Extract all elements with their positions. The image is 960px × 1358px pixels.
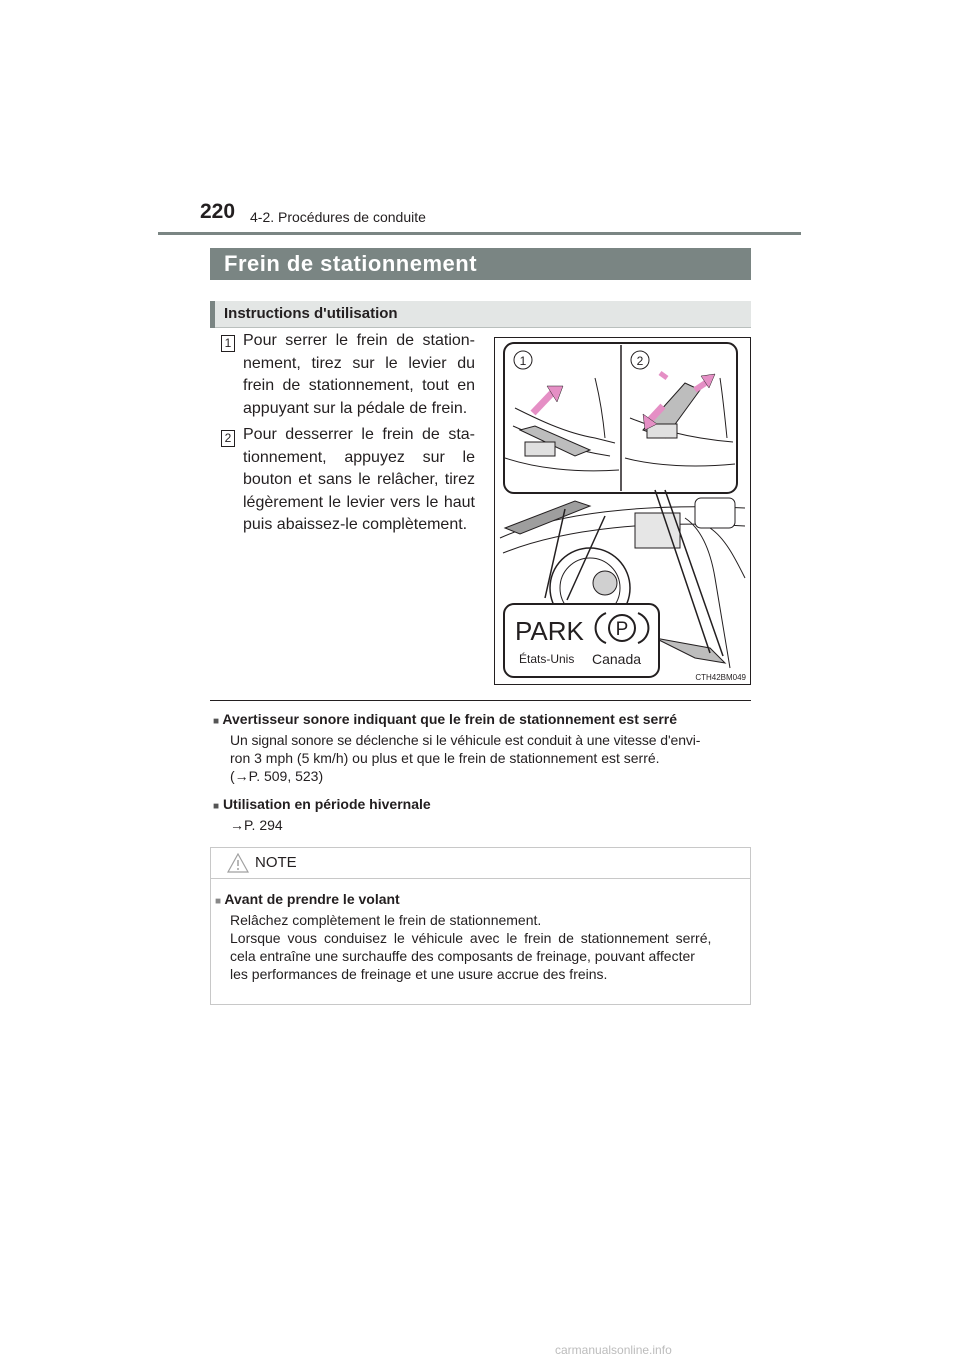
- note-line: cela entraîne une surchauffe des composants de freinage, pouvant affecter: [230, 948, 695, 964]
- info-heading-winter: [213, 796, 753, 812]
- label-canada: Canada: [592, 651, 642, 667]
- note-line: Lorsque vous conduisez le véhicule avec le frein de stationnement serré,: [230, 930, 712, 946]
- square-bullet-icon: ■: [213, 801, 220, 812]
- note-label: NOTE: [255, 854, 297, 871]
- subtitle-label: Instructions d'utilisation: [224, 305, 398, 322]
- note-heading-text: Avant de prendre le volant: [224, 891, 400, 907]
- subtitle-bar: [210, 301, 751, 328]
- warning-triangle-icon: [227, 853, 249, 873]
- square-bullet-icon: ■: [213, 716, 220, 727]
- note-line: Relâchez complètement le frein de stationnement.: [230, 912, 542, 928]
- page-number: 220: [200, 200, 236, 223]
- section-path: 4-2. Procédures de conduite: [250, 209, 426, 225]
- callout-1: 1: [519, 354, 527, 368]
- note-content: [215, 891, 747, 983]
- header-rule: [158, 232, 801, 235]
- info-line: Un signal sonore se déclenche si le véhicule est conduit à une vitesse d'envi-: [230, 732, 701, 748]
- parking-brake-figure: [494, 337, 751, 685]
- info-body-winter: [230, 816, 753, 834]
- info-body-buzzer: [230, 731, 753, 785]
- square-bullet-icon: ■: [215, 896, 222, 907]
- info-heading-text: Utilisation en période hivernale: [222, 796, 431, 812]
- step-2-number: 2: [221, 430, 235, 447]
- figure-code: CTH42BM049: [695, 673, 746, 682]
- note-box: [210, 847, 751, 1005]
- note-line: les performances de freinage et une usure accrue des freins.: [230, 966, 608, 982]
- section-divider: [210, 700, 751, 701]
- callout-2: 2: [636, 354, 644, 368]
- info-heading-buzzer: [213, 711, 753, 727]
- info-heading-text: Avertisseur sonore indiquant que le frein de stationnement est serré: [222, 711, 678, 727]
- info-line: ron 3 mph (5 km/h) ou plus et que le frein de stationnement est serré.: [230, 750, 660, 766]
- info-line: →P. 294: [230, 817, 283, 833]
- note-body: [230, 911, 747, 983]
- step-1-number: 1: [221, 335, 235, 352]
- step-2-text: Pour desserrer le frein de sta-tionnement, appuyez sur le bouton et sans le relâcher, tirez légèrement le levier vers le haut puis abaissez-le complètement.: [243, 426, 475, 533]
- page-title: Frein de stationnement: [210, 248, 751, 280]
- info-block-winter: [213, 796, 753, 834]
- watermark: carmanualsonline.info: [555, 1343, 672, 1357]
- label-us: États-Unis: [519, 652, 575, 666]
- step-1-text: Pour serrer le frein de station-nement, tirez sur le levier du frein de stationnement, tout en appuyant sur la pédale de frein.: [243, 332, 475, 417]
- subtitle-accent: [210, 301, 215, 328]
- p-brake-symbol: P: [615, 619, 629, 640]
- park-indicator-text: PARK: [515, 616, 584, 646]
- info-line: (→P. 509, 523): [230, 768, 324, 784]
- info-block-buzzer: [213, 711, 753, 785]
- figure-illustration: [495, 338, 750, 684]
- note-header: [211, 848, 750, 879]
- note-heading: [215, 891, 747, 907]
